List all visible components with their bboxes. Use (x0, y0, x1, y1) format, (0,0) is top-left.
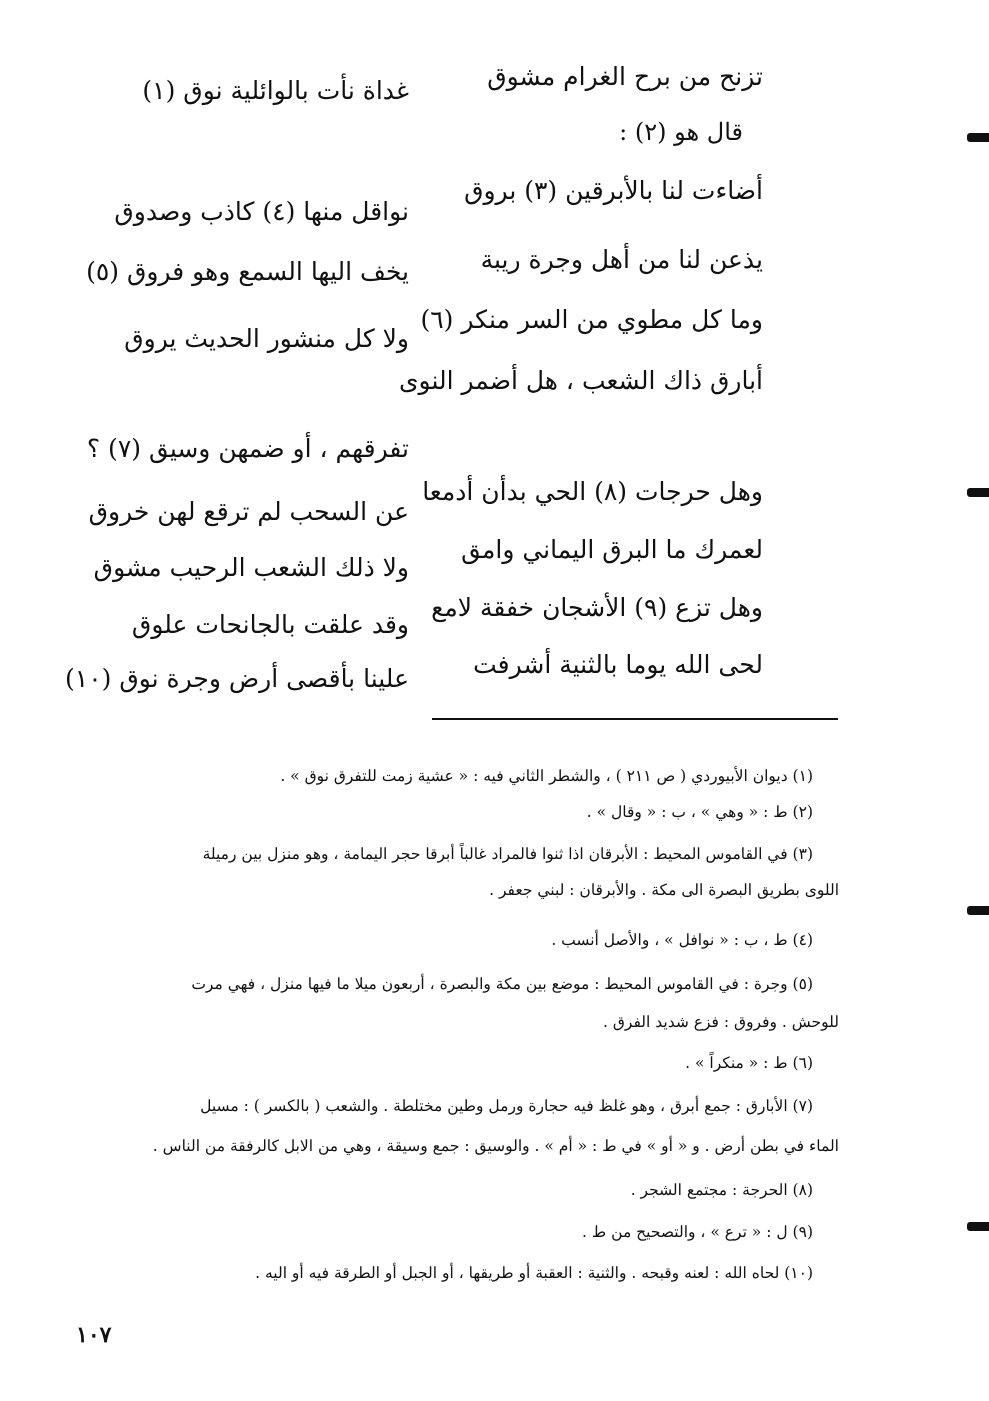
poem-intro: قال هو (٢) : (619, 118, 743, 146)
footnote-7-continued: الماء في بطن أرض . و « أو » في ط : « أم » . والوسيق : جمع وسيقة ، وهي من الابل كالرفقة من الناس . (152, 1137, 839, 1155)
verse-8-right-hemistich: لحى الله يوما بالثنية أشرفت (473, 650, 763, 679)
footnote-8: (٨) الحرجة : مجتمع الشجر . (630, 1181, 813, 1199)
scan-edge-mark (967, 906, 989, 915)
footnote-5: (٥) وجرة : في القاموس المحيط : موضع بين مكة والبصرة ، أربعون ميلا ما فيها منزل ، فهي مرت (191, 975, 813, 993)
footnote-4: (٤) ط ، ب : « نوافل » ، والأصل أنسب . (551, 931, 813, 949)
verse-8-left-hemistich: علينا بأقصى أرض وجرة نوق (١٠) (65, 664, 409, 693)
footnote-6: (٦) ط : « منكراً » . (685, 1054, 813, 1072)
opening-verse-left-hemistich: غداة نأت بالوائلية نوق (١) (142, 76, 409, 105)
verse-6-left-hemistich: ولا ذلك الشعب الرحيب مشوق (93, 553, 409, 582)
verse-4-right-hemistich: أبارق ذاك الشعب ، هل أضمر النوى (398, 366, 763, 395)
scan-edge-mark (967, 488, 989, 497)
verse-1-right-hemistich: أضاءت لنا بالأبرقين (٣) بروق (464, 176, 763, 205)
footnote-9: (٩) ل : « ترع » ، والتصحيح من ط . (582, 1223, 813, 1241)
scan-edge-mark (967, 1222, 989, 1231)
footnote-2: (٢) ط : « وهي » ، ب : « وقال » . (586, 803, 813, 821)
verse-5-left-hemistich: عن السحب لم ترقع لهن خروق (88, 497, 409, 526)
verse-3-right-hemistich: وما كل مطوي من السر منكر (٦) (420, 305, 763, 334)
verse-1-left-hemistich: نواقل منها (٤) كاذب وصدوق (114, 197, 409, 226)
scan-edge-mark (967, 133, 989, 142)
page-number: ١٠٧ (76, 1322, 112, 1348)
footnote-5-continued: للوحش . وفروق : فزع شديد الفرق . (603, 1013, 839, 1031)
footnote-3: (٣) في القاموس المحيط : الأبرقان اذا ثنوا فالمراد غالباً أبرقا حجر اليمامة ، وهو منزل بين رميلة (202, 845, 813, 863)
opening-verse-right-hemistich: تزنح من برح الغرام مشوق (487, 62, 763, 91)
verse-2-left-hemistich: يخف اليها السمع وهو فروق (٥) (86, 257, 409, 286)
verse-5-right-hemistich: وهل حرجات (٨) الحي بدأن أدمعا (422, 477, 763, 506)
footnote-1: (١) ديوان الأبيوردي ( ص ٢١١ ) ، والشطر الثاني فيه : « عشية زمت للتفرق نوق » . (280, 767, 813, 785)
verse-2-right-hemistich: يذعن لنا من أهل وجرة ريبة (480, 245, 763, 274)
verse-6-right-hemistich: لعمرك ما البرق اليماني وامق (461, 535, 763, 564)
verse-7-left-hemistich: وقد علقت بالجانحات علوق (131, 610, 409, 639)
footnote-separator (432, 718, 838, 720)
verse-4-left-hemistich: تفرقهم ، أو ضمهن وسيق (٧) ؟ (86, 434, 409, 463)
verse-3-left-hemistich: ولا كل منشور الحديث يروق (124, 324, 409, 353)
verse-7-right-hemistich: وهل تزع (٩) الأشجان خفقة لامع (431, 593, 763, 622)
footnote-7: (٧) الأبارق : جمع أبرق ، وهو غلظ فيه حجارة ورمل وطين مختلطة . والشعب ( بالكسر ) : مسيل (200, 1097, 813, 1115)
footnote-10: (١٠) لحاه الله : لعنه وقبحه . والثنية : العقبة أو طريقها ، أو الجبل أو الطرقة فيه أو اليه . (255, 1264, 813, 1282)
footnote-3-continued: اللوى بطريق البصرة الى مكة . والأبرقان : لبني جعفر . (489, 881, 839, 899)
